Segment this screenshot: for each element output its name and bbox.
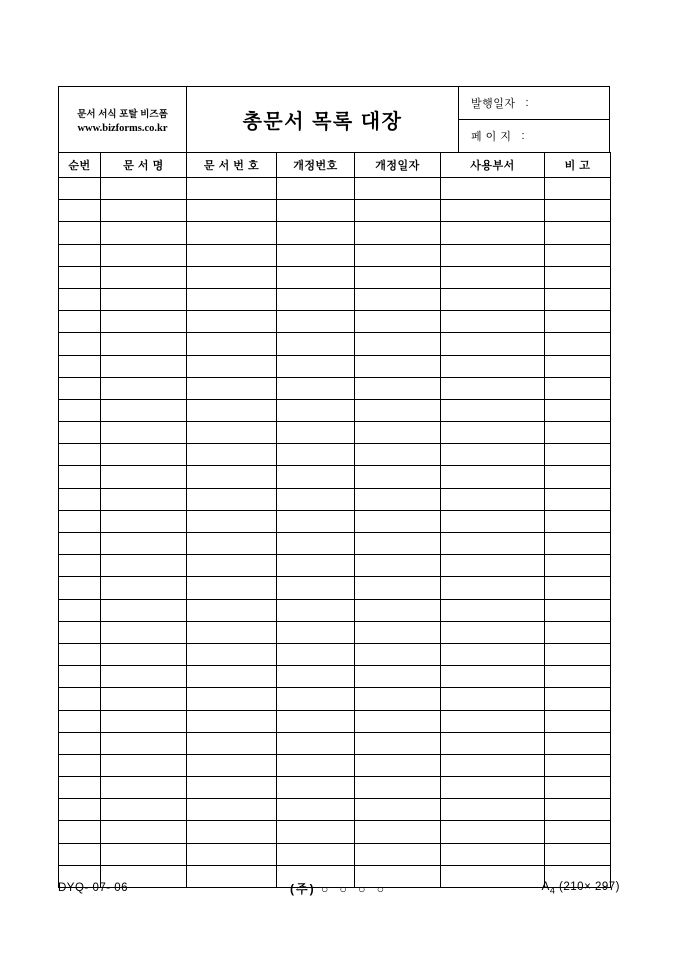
cell-revision-number[interactable] [277, 710, 355, 732]
title-cell [187, 87, 459, 152]
cell-revision-date[interactable] [355, 643, 441, 665]
paper-size-subscript: 4 [549, 885, 556, 896]
cell-remarks[interactable] [545, 288, 611, 310]
cell-seq[interactable] [59, 732, 101, 754]
cell-seq[interactable] [59, 710, 101, 732]
cell-revision-date[interactable] [355, 710, 441, 732]
table-row [59, 333, 611, 355]
cell-using-department[interactable] [441, 843, 545, 865]
cell-seq[interactable] [59, 754, 101, 776]
cell-document-number[interactable] [187, 510, 277, 532]
cell-revision-number[interactable] [277, 244, 355, 266]
cell-remarks[interactable] [545, 266, 611, 288]
cell-document-number[interactable] [187, 178, 277, 200]
cell-seq[interactable] [59, 466, 101, 488]
cell-seq[interactable] [59, 510, 101, 532]
cell-revision-number[interactable] [277, 843, 355, 865]
cell-revision-date[interactable] [355, 222, 441, 244]
cell-document-name[interactable] [101, 222, 187, 244]
cell-remarks[interactable] [545, 355, 611, 377]
cell-using-department[interactable] [441, 266, 545, 288]
cell-document-name[interactable] [101, 333, 187, 355]
table-header [59, 153, 611, 178]
cell-using-department[interactable] [441, 399, 545, 421]
cell-remarks[interactable] [545, 710, 611, 732]
cell-seq[interactable] [59, 799, 101, 821]
cell-revision-number[interactable] [277, 422, 355, 444]
cell-seq[interactable] [59, 178, 101, 200]
cell-document-number[interactable] [187, 444, 277, 466]
cell-revision-date[interactable] [355, 244, 441, 266]
table-row [59, 777, 611, 799]
table-row [59, 621, 611, 643]
table-row [59, 710, 611, 732]
table-row [59, 510, 611, 532]
table-row [59, 178, 611, 200]
cell-document-name[interactable] [101, 533, 187, 555]
cell-document-name[interactable] [101, 288, 187, 310]
cell-document-name[interactable] [101, 710, 187, 732]
table-row [59, 533, 611, 555]
cell-remarks[interactable] [545, 555, 611, 577]
cell-revision-number[interactable] [277, 178, 355, 200]
cell-remarks[interactable] [545, 244, 611, 266]
table-row [59, 399, 611, 421]
cell-seq[interactable] [59, 266, 101, 288]
cell-using-department[interactable] [441, 621, 545, 643]
cell-revision-number[interactable] [277, 466, 355, 488]
cell-using-department[interactable] [441, 200, 545, 222]
cell-seq[interactable] [59, 643, 101, 665]
cell-using-department[interactable] [441, 178, 545, 200]
cell-revision-number[interactable] [277, 333, 355, 355]
cell-document-number[interactable] [187, 377, 277, 399]
cell-using-department[interactable] [441, 799, 545, 821]
cell-document-number[interactable] [187, 754, 277, 776]
table-row [59, 799, 611, 821]
cell-remarks[interactable] [545, 222, 611, 244]
cell-revision-date[interactable] [355, 510, 441, 532]
cell-document-name[interactable] [101, 577, 187, 599]
cell-revision-number[interactable] [277, 777, 355, 799]
col-header-document-number: 문 서 번 호 [187, 153, 277, 178]
cell-revision-date[interactable] [355, 200, 441, 222]
cell-seq[interactable] [59, 488, 101, 510]
cell-remarks[interactable] [545, 688, 611, 710]
cell-revision-date[interactable] [355, 488, 441, 510]
cell-using-department[interactable] [441, 488, 545, 510]
cell-document-name[interactable] [101, 399, 187, 421]
cell-revision-date[interactable] [355, 333, 441, 355]
meta-row-page [459, 120, 609, 153]
cell-document-name[interactable] [101, 444, 187, 466]
cell-document-name[interactable] [101, 200, 187, 222]
col-header-seq: 순번 [59, 153, 101, 178]
table-row [59, 288, 611, 310]
cell-document-name[interactable] [101, 266, 187, 288]
table-header-row [59, 153, 611, 178]
cell-seq[interactable] [59, 333, 101, 355]
table-row [59, 377, 611, 399]
cell-revision-number[interactable] [277, 288, 355, 310]
cell-document-name[interactable] [101, 732, 187, 754]
cell-using-department[interactable] [441, 754, 545, 776]
cell-seq[interactable] [59, 311, 101, 333]
page-number-colon: : [521, 129, 525, 142]
cell-document-name[interactable] [101, 422, 187, 444]
cell-revision-date[interactable] [355, 466, 441, 488]
table-row [59, 555, 611, 577]
cell-revision-number[interactable] [277, 555, 355, 577]
cell-document-number[interactable] [187, 288, 277, 310]
table-row [59, 666, 611, 688]
cell-remarks[interactable] [545, 799, 611, 821]
cell-document-name[interactable] [101, 510, 187, 532]
cell-using-department[interactable] [441, 732, 545, 754]
cell-revision-date[interactable] [355, 399, 441, 421]
cell-remarks[interactable] [545, 599, 611, 621]
cell-document-number[interactable] [187, 244, 277, 266]
cell-seq[interactable] [59, 621, 101, 643]
cell-revision-number[interactable] [277, 643, 355, 665]
page-number-label: 페 이 지 [471, 130, 512, 143]
cell-document-number[interactable] [187, 688, 277, 710]
cell-using-department[interactable] [441, 533, 545, 555]
cell-remarks[interactable] [545, 200, 611, 222]
cell-seq[interactable] [59, 577, 101, 599]
cell-using-department[interactable] [441, 599, 545, 621]
cell-document-name[interactable] [101, 178, 187, 200]
cell-using-department[interactable] [441, 377, 545, 399]
cell-using-department[interactable] [441, 643, 545, 665]
table-row [59, 843, 611, 865]
cell-using-department[interactable] [441, 577, 545, 599]
cell-document-number[interactable] [187, 311, 277, 333]
cell-using-department[interactable] [441, 444, 545, 466]
cell-using-department[interactable] [441, 466, 545, 488]
cell-seq[interactable] [59, 666, 101, 688]
cell-seq[interactable] [59, 688, 101, 710]
cell-document-number[interactable] [187, 200, 277, 222]
cell-revision-date[interactable] [355, 311, 441, 333]
cell-using-department[interactable] [441, 777, 545, 799]
cell-document-name[interactable] [101, 621, 187, 643]
cell-seq[interactable] [59, 843, 101, 865]
cell-using-department[interactable] [441, 355, 545, 377]
cell-document-number[interactable] [187, 710, 277, 732]
cell-document-name[interactable] [101, 488, 187, 510]
cell-seq[interactable] [59, 244, 101, 266]
cell-remarks[interactable] [545, 643, 611, 665]
cell-document-name[interactable] [101, 599, 187, 621]
brand-website: www.bizforms.co.kr [77, 122, 168, 134]
cell-remarks[interactable] [545, 422, 611, 444]
cell-revision-number[interactable] [277, 621, 355, 643]
cell-remarks[interactable] [545, 577, 611, 599]
cell-seq[interactable] [59, 444, 101, 466]
cell-revision-date[interactable] [355, 754, 441, 776]
cell-using-department[interactable] [441, 555, 545, 577]
paper-size-letter: A [541, 880, 550, 893]
cell-remarks[interactable] [545, 311, 611, 333]
company-mark [238, 880, 440, 897]
cell-revision-date[interactable] [355, 621, 441, 643]
cell-revision-date[interactable] [355, 355, 441, 377]
cell-using-department[interactable] [441, 821, 545, 843]
cell-revision-number[interactable] [277, 533, 355, 555]
cell-revision-date[interactable] [355, 178, 441, 200]
cell-using-department[interactable] [441, 333, 545, 355]
cell-revision-date[interactable] [355, 821, 441, 843]
cell-remarks[interactable] [545, 466, 611, 488]
cell-revision-date[interactable] [355, 377, 441, 399]
cell-seq[interactable] [59, 555, 101, 577]
cell-revision-date[interactable] [355, 266, 441, 288]
cell-document-number[interactable] [187, 466, 277, 488]
cell-remarks[interactable] [545, 621, 611, 643]
cell-revision-number[interactable] [277, 355, 355, 377]
company-prefix: (주) [290, 881, 316, 896]
cell-document-number[interactable] [187, 399, 277, 421]
table-row [59, 688, 611, 710]
cell-revision-date[interactable] [355, 444, 441, 466]
cell-revision-date[interactable] [355, 533, 441, 555]
cell-document-name[interactable] [101, 843, 187, 865]
cell-document-number[interactable] [187, 666, 277, 688]
cell-revision-date[interactable] [355, 777, 441, 799]
cell-seq[interactable] [59, 777, 101, 799]
cell-document-name[interactable] [101, 377, 187, 399]
form-footer [58, 878, 626, 898]
table-row [59, 355, 611, 377]
cell-document-name[interactable] [101, 355, 187, 377]
paper-dimensions: (210× 297) [559, 880, 620, 893]
table-body [59, 178, 611, 888]
cell-seq[interactable] [59, 355, 101, 377]
col-header-revision-number: 개정번호 [277, 153, 355, 178]
issue-date-label: 발행일자 [471, 97, 516, 110]
paper-size [440, 881, 626, 895]
issue-date-colon: : [525, 96, 529, 109]
table-row [59, 821, 611, 843]
cell-remarks[interactable] [545, 444, 611, 466]
cell-revision-number[interactable] [277, 266, 355, 288]
cell-document-number[interactable] [187, 488, 277, 510]
cell-remarks[interactable] [545, 666, 611, 688]
cell-using-department[interactable] [441, 311, 545, 333]
cell-revision-date[interactable] [355, 555, 441, 577]
brand-block [59, 87, 187, 152]
cell-document-name[interactable] [101, 799, 187, 821]
cell-remarks[interactable] [545, 777, 611, 799]
cell-using-department[interactable] [441, 666, 545, 688]
cell-document-number[interactable] [187, 621, 277, 643]
table-row [59, 643, 611, 665]
cell-remarks[interactable] [545, 533, 611, 555]
col-header-revision-date: 개정일자 [355, 153, 441, 178]
cell-remarks[interactable] [545, 732, 611, 754]
cell-document-number[interactable] [187, 555, 277, 577]
cell-seq[interactable] [59, 222, 101, 244]
cell-seq[interactable] [59, 599, 101, 621]
form-header [58, 86, 610, 152]
meta-row-issue-date [459, 87, 609, 120]
cell-revision-number[interactable] [277, 799, 355, 821]
cell-document-name[interactable] [101, 821, 187, 843]
cell-seq[interactable] [59, 422, 101, 444]
cell-document-number[interactable] [187, 799, 277, 821]
cell-document-name[interactable] [101, 555, 187, 577]
table-row [59, 422, 611, 444]
cell-revision-date[interactable] [355, 843, 441, 865]
cell-document-name[interactable] [101, 688, 187, 710]
cell-seq[interactable] [59, 377, 101, 399]
table-row [59, 577, 611, 599]
table-row [59, 732, 611, 754]
cell-document-number[interactable] [187, 643, 277, 665]
table-row [59, 222, 611, 244]
cell-remarks[interactable] [545, 843, 611, 865]
cell-using-department[interactable] [441, 710, 545, 732]
cell-revision-number[interactable] [277, 377, 355, 399]
table-row [59, 444, 611, 466]
company-circles: ○ ○ ○ ○ [320, 881, 388, 896]
cell-document-number[interactable] [187, 732, 277, 754]
form-container [58, 86, 610, 888]
cell-remarks[interactable] [545, 333, 611, 355]
cell-document-name[interactable] [101, 311, 187, 333]
cell-document-name[interactable] [101, 244, 187, 266]
cell-using-department[interactable] [441, 688, 545, 710]
table-row [59, 599, 611, 621]
cell-revision-date[interactable] [355, 799, 441, 821]
col-header-document-name: 문 서 명 [101, 153, 187, 178]
cell-remarks[interactable] [545, 510, 611, 532]
meta-block [459, 87, 609, 152]
table-row [59, 488, 611, 510]
table-row [59, 266, 611, 288]
cell-revision-number[interactable] [277, 599, 355, 621]
cell-seq[interactable] [59, 399, 101, 421]
cell-revision-number[interactable] [277, 754, 355, 776]
table-row [59, 466, 611, 488]
cell-revision-number[interactable] [277, 444, 355, 466]
cell-document-number[interactable] [187, 599, 277, 621]
cell-document-name[interactable] [101, 754, 187, 776]
table-row [59, 200, 611, 222]
cell-using-department[interactable] [441, 222, 545, 244]
cell-document-name[interactable] [101, 466, 187, 488]
cell-document-name[interactable] [101, 777, 187, 799]
form-code: DYQ- 07- 06 [58, 882, 129, 894]
page-title: 총문서 목록 대장 [242, 111, 403, 133]
cell-revision-number[interactable] [277, 732, 355, 754]
cell-document-number[interactable] [187, 333, 277, 355]
table-row [59, 754, 611, 776]
cell-seq[interactable] [59, 288, 101, 310]
cell-revision-number[interactable] [277, 488, 355, 510]
cell-document-name[interactable] [101, 666, 187, 688]
cell-revision-number[interactable] [277, 577, 355, 599]
cell-document-number[interactable] [187, 821, 277, 843]
cell-revision-date[interactable] [355, 688, 441, 710]
cell-document-number[interactable] [187, 777, 277, 799]
cell-seq[interactable] [59, 821, 101, 843]
cell-revision-date[interactable] [355, 732, 441, 754]
cell-using-department[interactable] [441, 244, 545, 266]
cell-document-number[interactable] [187, 533, 277, 555]
cell-revision-number[interactable] [277, 311, 355, 333]
cell-document-number[interactable] [187, 222, 277, 244]
cell-revision-date[interactable] [355, 577, 441, 599]
cell-revision-date[interactable] [355, 288, 441, 310]
cell-remarks[interactable] [545, 178, 611, 200]
cell-remarks[interactable] [545, 754, 611, 776]
cell-document-number[interactable] [187, 355, 277, 377]
cell-remarks[interactable] [545, 821, 611, 843]
cell-document-number[interactable] [187, 266, 277, 288]
cell-revision-date[interactable] [355, 422, 441, 444]
cell-revision-date[interactable] [355, 599, 441, 621]
cell-remarks[interactable] [545, 377, 611, 399]
table-row [59, 244, 611, 266]
cell-remarks[interactable] [545, 399, 611, 421]
brand-tagline: 문서 서식 포탈 비즈폼 [77, 108, 168, 120]
cell-revision-number[interactable] [277, 510, 355, 532]
cell-using-department[interactable] [441, 422, 545, 444]
cell-seq[interactable] [59, 200, 101, 222]
cell-revision-number[interactable] [277, 222, 355, 244]
cell-document-number[interactable] [187, 577, 277, 599]
col-header-using-department: 사용부서 [441, 153, 545, 178]
cell-document-number[interactable] [187, 422, 277, 444]
cell-revision-number[interactable] [277, 666, 355, 688]
cell-revision-number[interactable] [277, 688, 355, 710]
table-row [59, 311, 611, 333]
cell-seq[interactable] [59, 533, 101, 555]
col-header-remarks: 비 고 [545, 153, 611, 178]
cell-revision-date[interactable] [355, 666, 441, 688]
cell-using-department[interactable] [441, 510, 545, 532]
cell-remarks[interactable] [545, 488, 611, 510]
cell-document-name[interactable] [101, 643, 187, 665]
cell-revision-number[interactable] [277, 399, 355, 421]
cell-using-department[interactable] [441, 288, 545, 310]
cell-document-number[interactable] [187, 843, 277, 865]
cell-revision-number[interactable] [277, 200, 355, 222]
cell-revision-number[interactable] [277, 821, 355, 843]
document-ledger-table [58, 152, 611, 888]
